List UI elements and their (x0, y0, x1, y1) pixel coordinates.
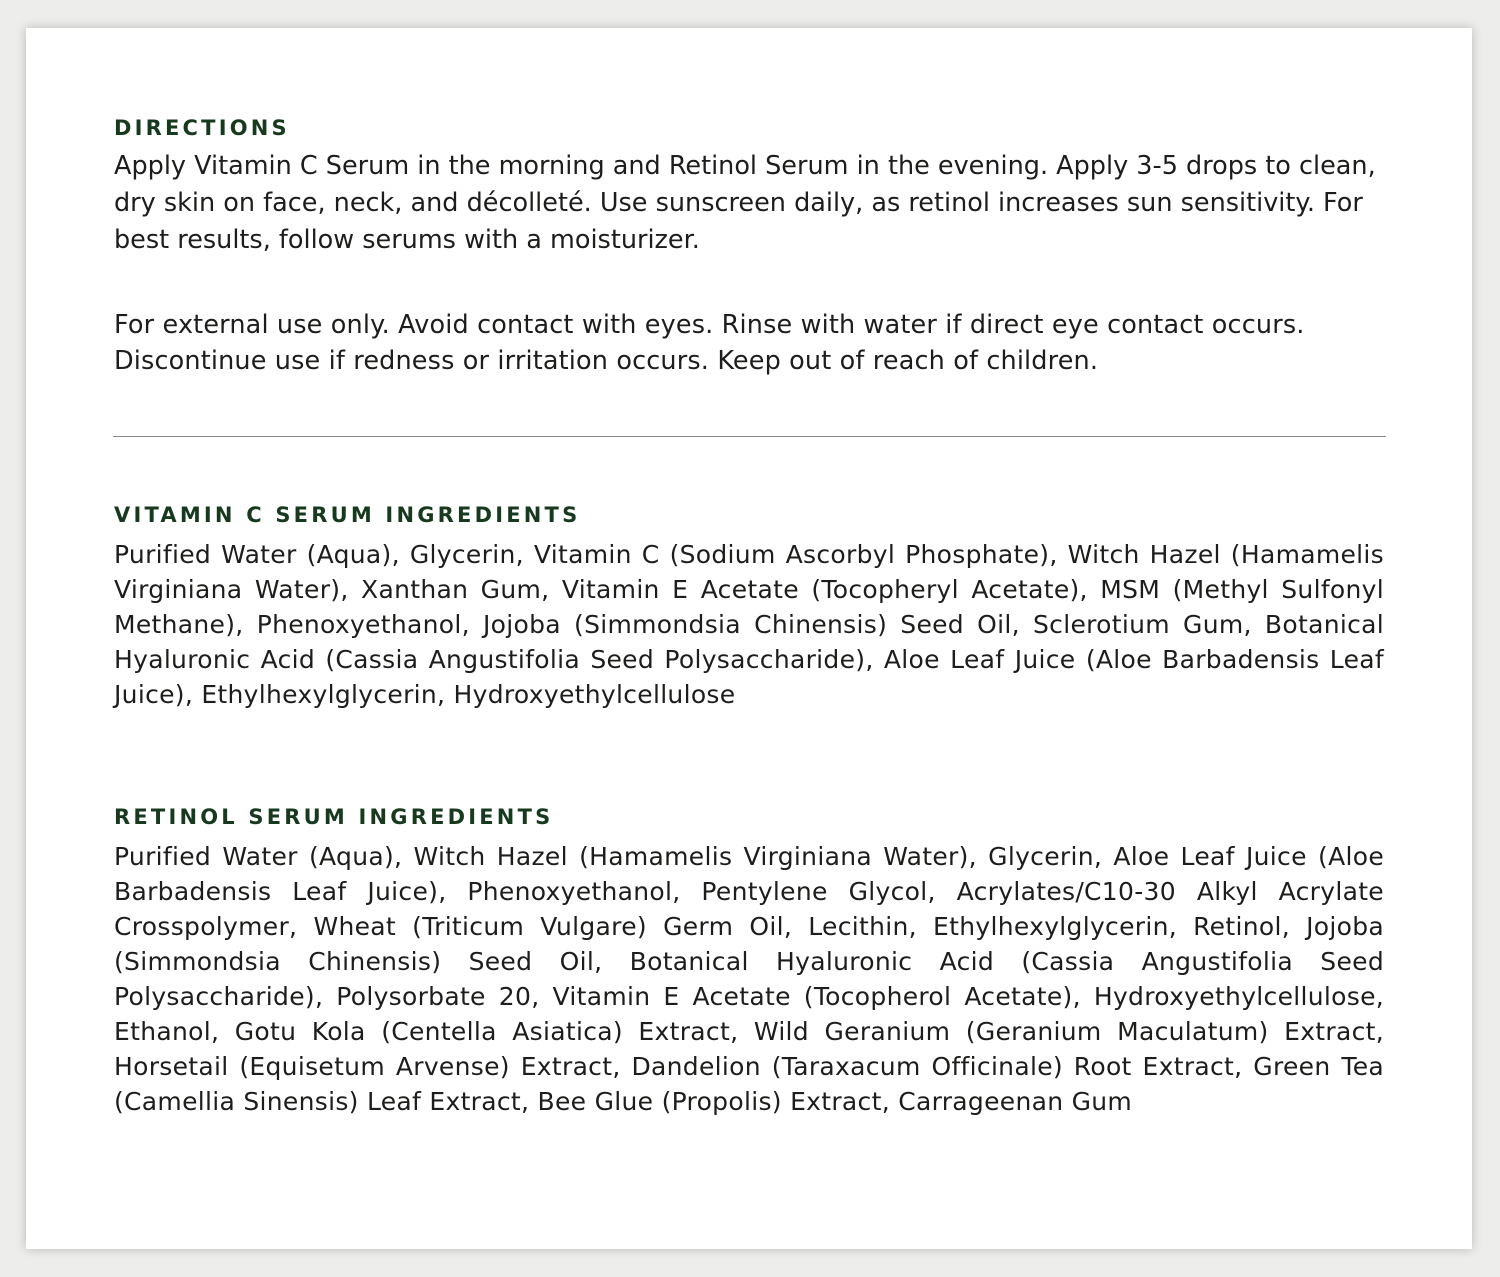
label-card (26, 28, 1472, 1249)
warning-text: For external use only. Avoid contact with eyes. Rinse with water if direct eye contact occurs. Discontinue use if redness or irritation occurs. Keep out of reach of children. (114, 310, 1305, 376)
section-divider (113, 436, 1386, 437)
directions-text: Apply Vitamin C Serum in the morning and Retinol Serum in the evening. Apply 3-5 drops to clean, dry skin on face, neck, and décolleté. Use sunscreen daily, as retinol increases sun sensitivity. For best results, follow serums with a moisturizer. (114, 151, 1376, 255)
directions-heading: DIRECTIONS (114, 116, 290, 140)
vitamin-c-ingredients-heading: VITAMIN C SERUM INGREDIENTS (114, 503, 581, 527)
retinol-ingredients-list: Purified Water (Aqua), Witch Hazel (Hamamelis Virginiana Water), Glycerin, Aloe Leaf Juice (Aloe Barbadensis Leaf Juice), Phenoxyethanol, Pentylene Glycol, Acrylates/C10-30 Alkyl Acrylate Crosspolymer, Wheat (Triticum Vulgare) Germ Oil, Lecithin, Ethylhexylglycerin, Retinol, Jojoba (Simmondsia Chinensis) Seed Oil, Botanical Hyaluronic Acid (Cassia Angustifolia Seed Polysaccharide), Polysorbate 20, Vitamin E Acetate (Tocopherol Acetate), Hydroxyethylcellulose, Ethanol, Gotu Kola (Centella Asiatica) Extract, Wild Geranium (Geranium Maculatum) Extract, Horsetail (Equisetum Arvense) Extract, Dandelion (Taraxacum Officinale) Root Extract, Green Tea (Camellia Sinensis) Leaf Extract, Bee Glue (Propolis) Extract, Carrageenan Gum (114, 842, 1384, 1116)
vitamin-c-ingredients-list: Purified Water (Aqua), Glycerin, Vitamin C (Sodium Ascorbyl Phosphate), Witch Hazel (Hamamelis Virginiana Water), Xanthan Gum, Vitamin E Acetate (Tocopheryl Acetate), MSM (Methyl Sulfonyl Methane), Phenoxyethanol, Jojoba (Simmondsia Chinensis) Seed Oil, Sclerotium Gum, Botanical Hyaluronic Acid (Cassia Angustifolia Seed Polysaccharide), Aloe Leaf Juice (Aloe Barbadensis Leaf Juice), Ethylhexylglycerin, Hydroxyethylcellulose (114, 540, 1384, 709)
retinol-ingredients-heading: RETINOL SERUM INGREDIENTS (114, 805, 554, 829)
